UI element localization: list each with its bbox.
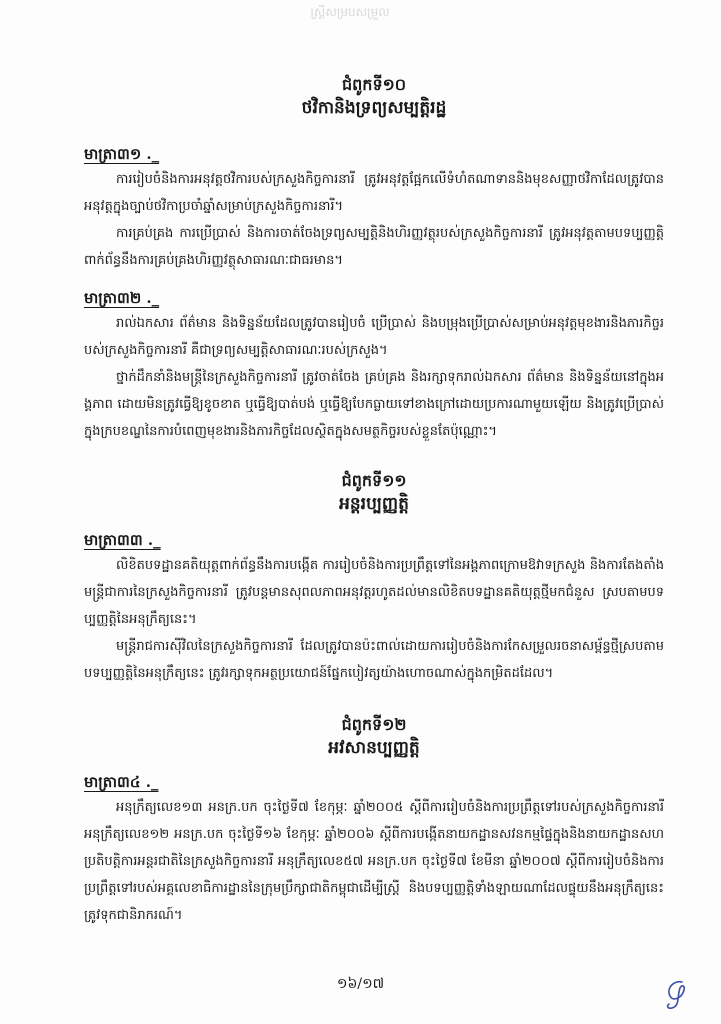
signature-initial-mark — [660, 976, 696, 1010]
chapter-11-heading — [84, 470, 664, 516]
article-34 — [84, 770, 664, 929]
article-34-heading: មាត្រា៣៤ ._ — [84, 773, 159, 791]
chapter-10-heading — [84, 74, 664, 120]
article-32-paragraph-2: ថ្នាក់ដឹកនាំនិងមន្ត្រីនៃក្រសួងកិច្ចការនារី ត្រូវចាត់ចែង គ្រប់គ្រង និងរក្សាទុករាល់ឯកសារ ព័ត៌មាន និងទិន្នន័យនៅក្នុងអង្គភាព ដោយមិនត្រូវធ្វើឱ្យខូចខាត ឬធ្វើឱ្យបាត់បង់ ឬធ្វើឱ្យបែកធ្លាយទៅខាងក្រៅដោយប្រការណាមួយឡើយ និងត្រូវប្រើប្រាស់ក្នុងក្របខណ្ឌនៃការបំពេញមុខងារនិងភារកិច្ចដែលស្ថិតក្នុងសមត្ថកិច្ចរបស់ខ្លួនតែប៉ុណ្ណោះ។ — [84, 370, 664, 439]
article-31-paragraph-2: ការគ្រប់គ្រង ការប្រើប្រាស់ និងការចាត់ចែងទ្រព្យសម្បត្តិនិងហិរញ្ញវត្ថុរបស់ក្រសួងកិច្ចការនារី ត្រូវអនុវត្តតាមបទប្បញ្ញត្តិពាក់ព័ន្ធនឹងការគ្រប់គ្រងហិរញ្ញវត្ថុសាធារណៈជាធរមាន។ — [84, 226, 664, 268]
chapter-11-title: ជំពូកទី១១ — [341, 471, 407, 490]
article-32 — [84, 286, 664, 445]
chapter-11-subtitle: អន្តរប្បញ្ញត្តិ — [339, 494, 409, 514]
chapter-12-subtitle: អវសានប្បញ្ញត្តិ — [328, 738, 420, 758]
article-32-heading: មាត្រា៣២ ._ — [84, 289, 160, 307]
chapter-12-title: ជំពូកទី១២ — [341, 715, 407, 734]
article-33-heading: មាត្រា៣៣ ._ — [84, 531, 161, 549]
article-33-paragraph-2: មន្ត្រីរាជការស៊ីវិលនៃក្រសួងកិច្ចការនារី ដែលត្រូវបានប៉ះពាល់ដោយការរៀបចំនិងការកែសម្រួលរចនាសម្ព័ន្ធថ្មីស្របតាមបទប្បញ្ញត្តិនៃអនុក្រឹត្យនេះ ត្រូវរក្សាទុកអត្ថប្រយោជន៍ផ្នែកបៀវត្សយ៉ាងហោចណាស់ក្នុងកម្រិតដដែល។ — [84, 639, 664, 681]
chapter-10-title: ជំពូកទី១០ — [341, 75, 407, 94]
chapter-10-subtitle: ថវិកានិងទ្រព្យសម្បត្តិរដ្ឋ — [301, 98, 447, 118]
article-34-paragraph-1: អនុក្រឹត្យលេខ១៣ អនក្រ.បក ចុះថ្ងៃទី៧ ខែកុម្ភៈ ឆ្នាំ២០០៥ ស្តីពីការរៀបចំនិងការប្រព្រឹត្តទៅរបស់ក្រសួងកិច្ចការនារី អនុក្រឹត្យលេខ១២ អនក្រ.បក ចុះថ្ងៃទី១៦ ខែកុម្ភៈ ឆ្នាំ២០០៦ ស្តីពីការបង្កើតនាយកដ្ឋានសវនកម្មផ្ទៃក្នុងនិងនាយកដ្ឋានសហប្រតិបត្តិការអន្តរជាតិនៃក្រសួងកិច្ចការនារី អនុក្រឹត្យលេខ៥៧ អនក្រ.បក ចុះថ្ងៃទី៧ ខែមីនា ឆ្នាំ២០០៧ ស្តីពីការរៀបចំនិងការប្រព្រឹត្តទៅរបស់អគ្គលេខាធិការដ្ឋាននៃក្រុមប្រឹក្សាជាតិកម្ពុជាដើម្បីស្ត្រី និងបទប្បញ្ញត្តិទាំងឡាយណាដែលផ្ទុយនឹងអនុក្រឹត្យនេះ ត្រូវទុកជានិរាករណ៍។ — [84, 800, 664, 923]
article-33 — [84, 528, 664, 687]
article-32-paragraph-1: រាល់ឯកសារ ព័ត៌មាន និងទិន្នន័យដែលត្រូវបានរៀបចំ ប្រើប្រាស់ និងបម្រុងប្រើប្រាស់សម្រាប់អនុវត្តមុខងារនិងភារកិច្ចរបស់ក្រសួងកិច្ចការនារី គឺជាទ្រព្យសម្បត្តិសាធារណៈរបស់ក្រសួង។ — [84, 316, 664, 358]
article-31-heading: មាត្រា៣១ ._ — [84, 145, 160, 163]
faint-header-text: ស្រ្តីសម្របសម្រួល — [310, 5, 390, 19]
article-33-paragraph-1: លិខិតបទដ្ឋានគតិយុត្តពាក់ព័ន្ធនឹងការបង្កើត ការរៀបចំនិងការប្រព្រឹត្តទៅនៃអង្គភាពក្រោមឱវាទក្រសួង និងការតែងតាំងមន្ត្រីជាការនៃក្រសួងកិច្ចការនារី ត្រូវបន្តមានសុពលភាពអនុវត្តរហូតដល់មានលិខិតបទដ្ឋានគតិយុត្តថ្មីមកជំនួស ស្របតាមបទប្បញ្ញត្តិនៃអនុក្រឹត្យនេះ។ — [84, 558, 664, 627]
page-number: ១៦/១៧ — [336, 976, 385, 992]
chapter-12-heading — [84, 714, 664, 760]
article-31-paragraph-1: ការរៀបចំនិងការអនុវត្តថវិការបស់ក្រសួងកិច្ចការនារី ត្រូវអនុវត្តផ្អែកលើទំហំតណាទាននិងមុខសញ្ញាថវិកាដែលត្រូវបានអនុវត្តក្នុងច្បាប់ថវិកាប្រចាំឆ្នាំសម្រាប់ក្រសួងកិច្ចការនារី។ — [84, 172, 664, 214]
article-31 — [84, 142, 664, 274]
